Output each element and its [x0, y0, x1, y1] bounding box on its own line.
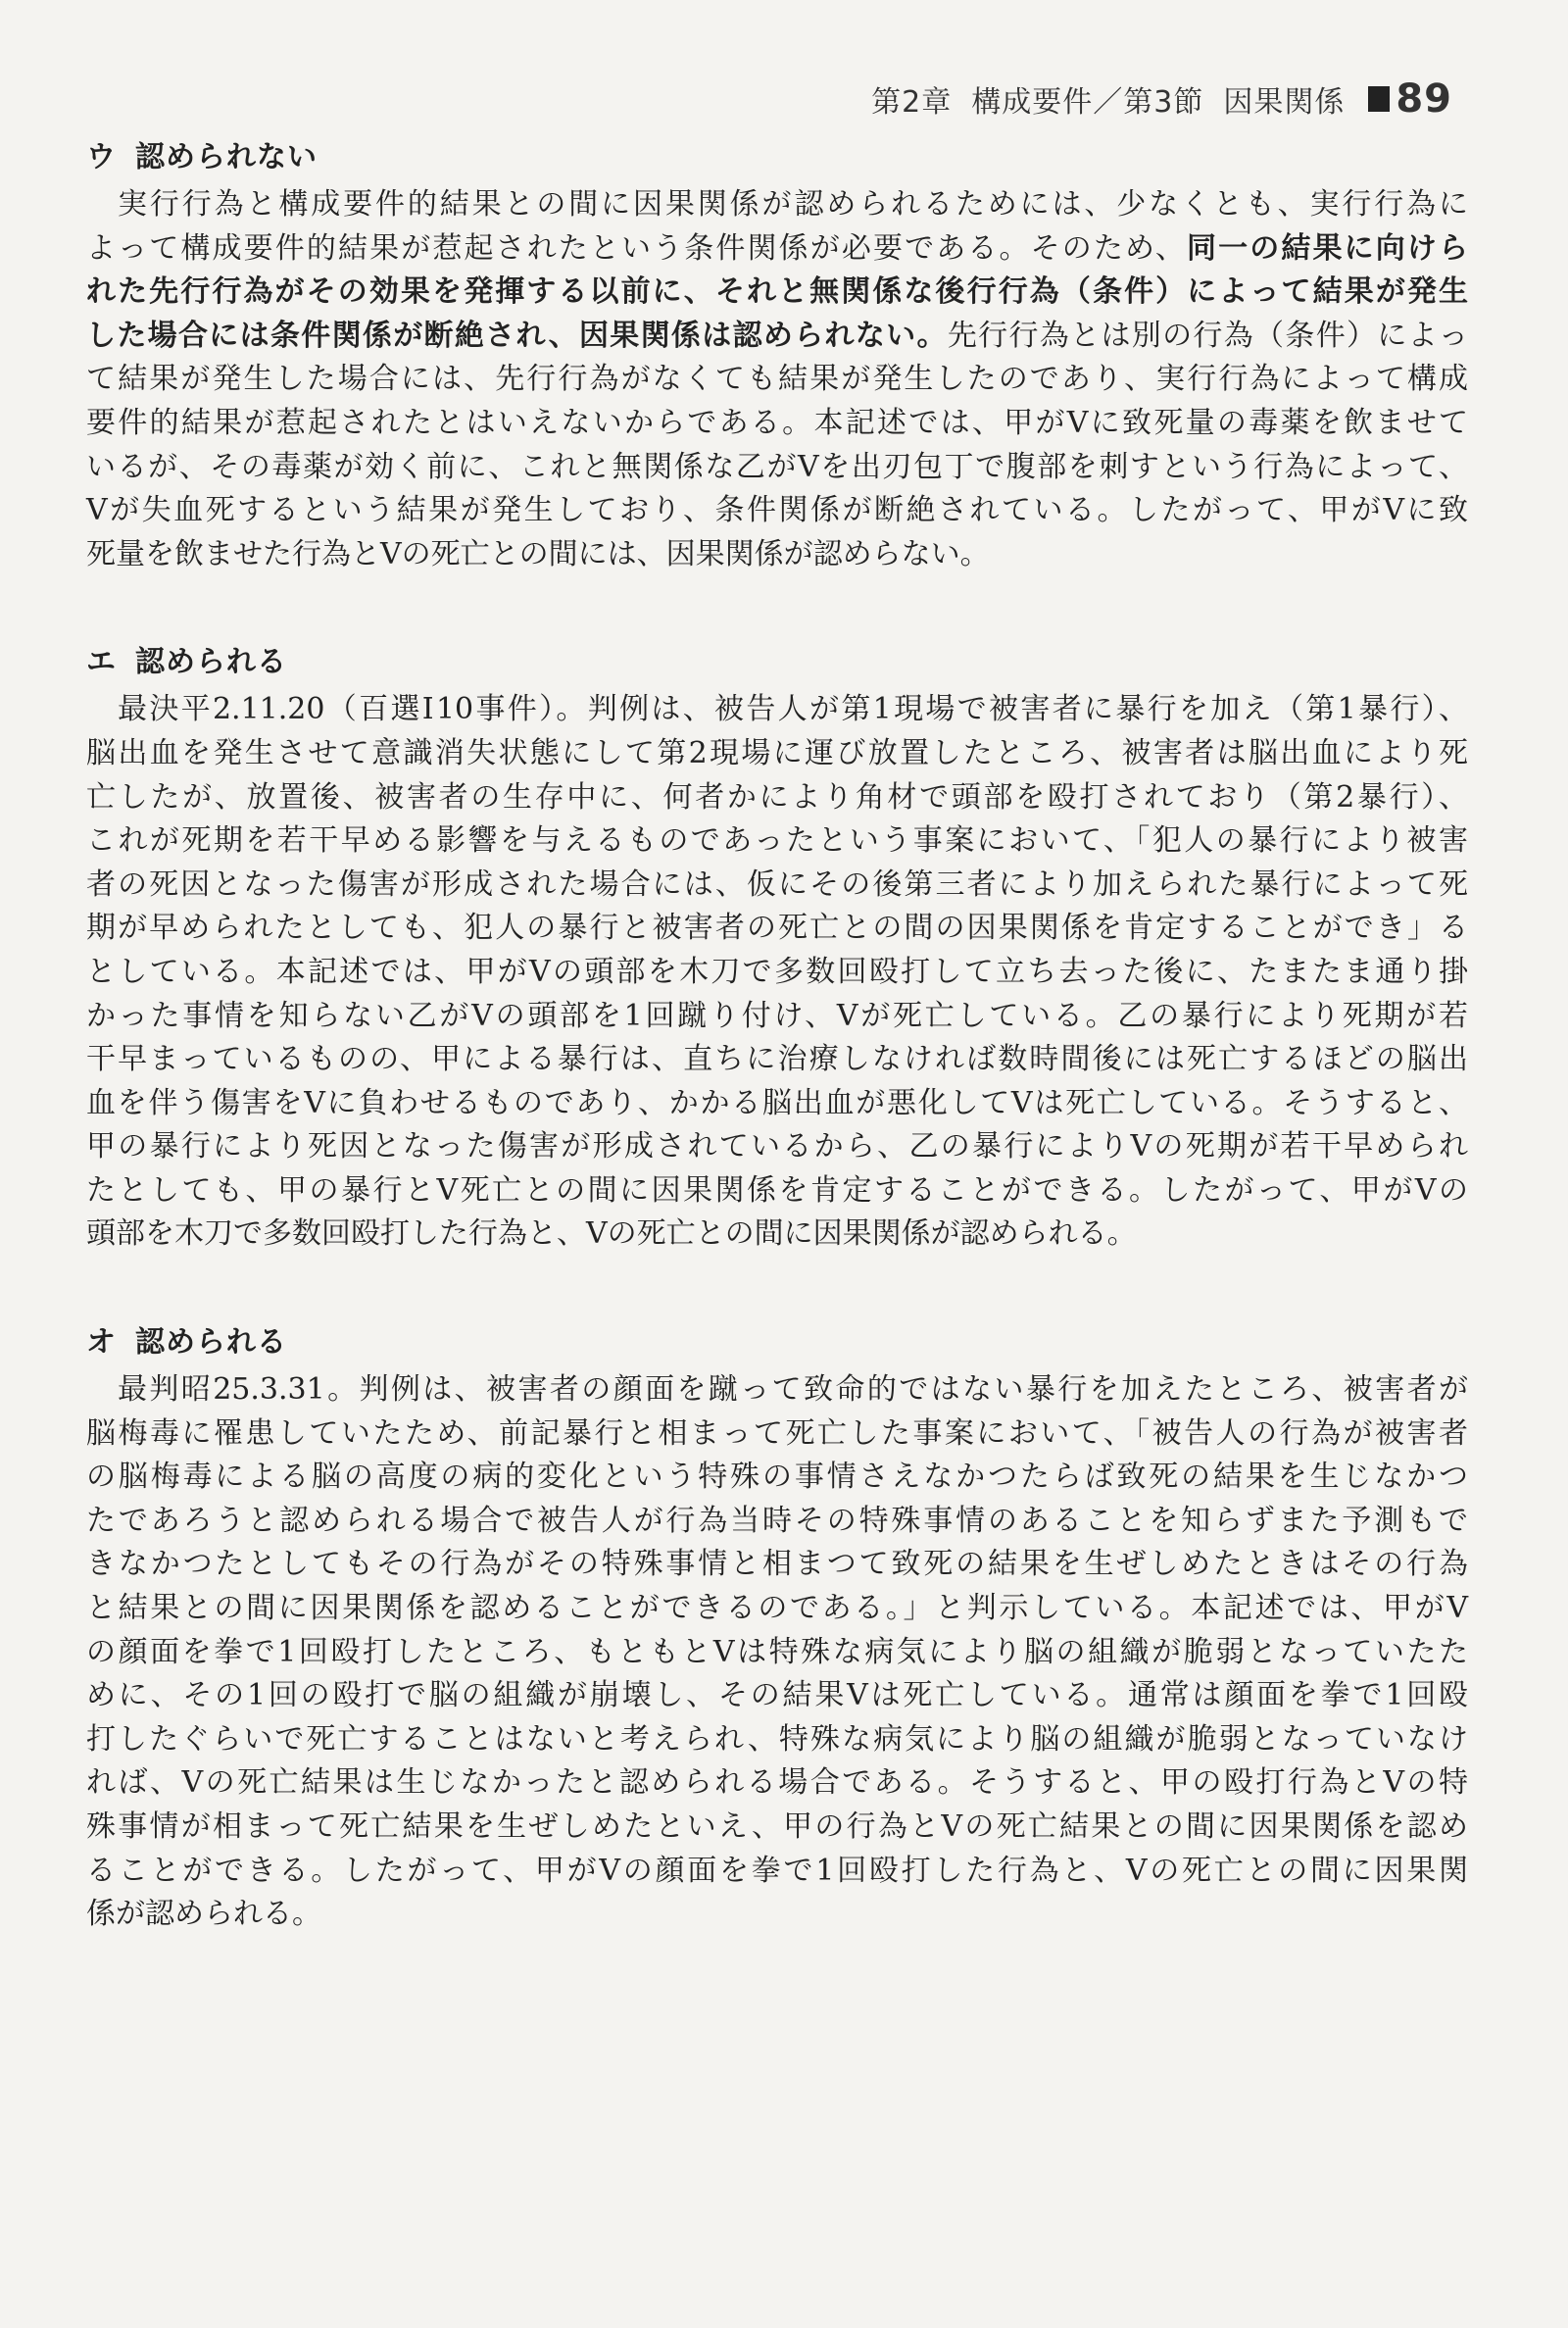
- text-line: [86, 183, 1468, 227]
- body-text: きなかつたとしてもその行為がその特殊事情と相まつて致死の結果を生ぜしめたときはその行為: [86, 1547, 1468, 1582]
- text-line: [86, 1893, 1468, 1937]
- text-line: [86, 732, 1468, 776]
- text-line: [86, 533, 1468, 577]
- text-line: [86, 951, 1468, 995]
- body-text: としている。本記述では、甲がVの頭部を木刀で多数回殴打して立ち去った後に、たまたま通り掛: [86, 954, 1468, 989]
- section-heading: [86, 132, 1468, 183]
- text-line: [86, 995, 1468, 1039]
- body-text: いるが、その毒薬が効く前に、これと無関係な乙がVを出刃包丁で腹部を刺すという行為によって、: [86, 449, 1468, 484]
- body-text: 頭部を木刀で多数回殴打した行為と、Vの死亡との間に因果関係が認められる。: [86, 1216, 1137, 1252]
- text-line: [86, 1587, 1468, 1631]
- section-heading: [86, 637, 1468, 688]
- text-line: [86, 1082, 1468, 1126]
- body-text: めに、その1回の殴打で脳の組織が崩壊し、その結果Vは死亡している。通常は顔面を拳で1回殴: [86, 1678, 1468, 1713]
- text-line: [86, 1038, 1468, 1082]
- body-text: 期が早められたとしても、犯人の暴行と被害者の死亡との間の因果関係を肯定することができ」る: [86, 911, 1468, 946]
- body-text: 係が認められる。: [86, 1897, 321, 1932]
- body-text: これが死期を若干早める影響を与えるものであったという事案において、「犯人の暴行により被害: [86, 823, 1468, 859]
- header-square-mark: [1368, 86, 1390, 112]
- section-heading: [86, 1317, 1468, 1368]
- body-text: 死量を飲ませた行為とVの死亡との間には、因果関係が認めらない。: [86, 536, 990, 571]
- body-text: たであろうと認められる場合で被告人が行為当時その特殊事情のあることを知らずまた予測もで: [86, 1503, 1468, 1538]
- text-line: [86, 688, 1468, 732]
- section-label: オ: [86, 1325, 117, 1361]
- text-line: [86, 1412, 1468, 1457]
- body-text: 脳梅毒に罹患していたため、前記暴行と相まって死亡した事案において、「被告人の行為が被害者: [86, 1415, 1468, 1451]
- body-text: て結果が発生した場合には、先行行為がなくても結果が発生したのであり、実行行為によって構成: [86, 362, 1468, 397]
- body-text: 脳出血を発生させて意識消失状態にして第2現場に運び放置したところ、被害者は脳出血により死: [86, 735, 1468, 770]
- text-line: [86, 227, 1468, 272]
- emphasized-text: れた先行行為がその効果を発揮する以前に、それと無関係な後行行為（条件）によって結果が発生: [86, 274, 1468, 310]
- text-line: [86, 1213, 1468, 1257]
- emphasized-text: 同一の結果に向けら: [1187, 230, 1468, 266]
- text-line: [86, 776, 1468, 820]
- text-line: [86, 1718, 1468, 1762]
- page-number: 89: [1396, 76, 1452, 122]
- body-text: れば、Vの死亡結果は生じなかったと認められる場合である。そうすると、甲の殴打行為とVの特: [86, 1765, 1468, 1801]
- answer-section: [86, 1317, 1468, 1937]
- text-line: [86, 1456, 1468, 1500]
- body-text: かった事情を知らない乙がVの頭部を1回蹴り付け、Vが死亡している。乙の暴行により死期が若: [86, 998, 1468, 1033]
- text-line: [86, 402, 1468, 446]
- text-line: [86, 489, 1468, 533]
- text-line: [86, 1850, 1468, 1894]
- body-text: 最判昭25.3.31。判例は、被害者の顔面を蹴って致命的ではない暴行を加えたところ、被害者が: [118, 1372, 1468, 1408]
- body-text: 要件的結果が惹起されたとはいえないからである。本記述では、甲がVに致死量の毒薬を飲ませて: [86, 405, 1468, 440]
- text-line: [86, 1806, 1468, 1850]
- text-line: [86, 315, 1468, 359]
- section-path: 構成要件／第3節: [971, 85, 1204, 120]
- body-text: よって構成要件的結果が惹起されたという条件関係が必要である。そのため、: [86, 230, 1188, 266]
- answer-section: [86, 637, 1468, 1257]
- body-text: 打したぐらいで死亡することはないと考えられ、特殊な病気により脳の組織が脆弱となっていなけ: [86, 1721, 1468, 1757]
- section-label: ウ: [86, 140, 117, 174]
- body-text: 殊事情が相まって死亡結果を生ぜしめたといえ、甲の行為とVの死亡結果との間に因果関係を認め: [86, 1809, 1468, 1844]
- text-line: [86, 1169, 1468, 1214]
- text-line: [86, 1368, 1468, 1412]
- body-text: 先行行為とは別の行為（条件）によっ: [947, 318, 1468, 353]
- body-text: と結果との間に因果関係を認めることができるのである。」と判示している。本記述では、甲がV: [86, 1591, 1468, 1626]
- text-line: [86, 1543, 1468, 1587]
- running-header: [871, 76, 1452, 122]
- body-text: の顔面を拳で1回殴打したところ、もともとVは特殊な病気により脳の組織が脆弱となっていたた: [86, 1634, 1468, 1669]
- text-line: [86, 1500, 1468, 1544]
- section-label: エ: [86, 645, 117, 680]
- text-line: [86, 864, 1468, 908]
- body-text: 実行行為と構成要件的結果との間に因果関係が認められるためには、少なくとも、実行行為に: [118, 187, 1468, 222]
- text-line: [86, 1761, 1468, 1806]
- section-title: 認められる: [135, 645, 287, 680]
- text-line: [86, 271, 1468, 315]
- answer-section: [86, 132, 1468, 576]
- text-line: [86, 819, 1468, 864]
- chapter-label: 第2章: [871, 85, 953, 120]
- body-text: 最決平2.11.20（百選Ⅰ10事件）。判例は、被告人が第1現場で被害者に暴行を加え（第1暴行）、: [118, 692, 1468, 727]
- text-line: [86, 446, 1468, 490]
- body-text: 甲の暴行により死因となった傷害が形成されているから、乙の暴行によりVの死期が若干早められ: [86, 1129, 1468, 1164]
- body-text: 者の死因となった傷害が形成された場合には、仮にその後第三者により加えられた暴行によって死: [86, 867, 1468, 902]
- body-text: 干早まっているものの、甲による暴行は、直ちに治療しなければ数時間後には死亡するほどの脳出: [86, 1042, 1468, 1077]
- topic-label: 因果関係: [1223, 85, 1346, 120]
- body-text: の脳梅毒による脳の高度の病的変化という特殊の事情さえなかつたらば致死の結果を生じなかつ: [86, 1460, 1468, 1495]
- body-text: ることができる。したがって、甲がVの顔面を拳で1回殴打した行為と、Vの死亡との間に因果関: [86, 1853, 1468, 1888]
- body-text: Vが失血死するという結果が発生しており、条件関係が断絶されている。したがって、甲がVに致: [86, 493, 1468, 528]
- body-text: 亡したが、放置後、被害者の生存中に、何者かにより角材で頭部を殴打されており（第2暴行）、: [86, 779, 1468, 815]
- body-text: たとしても、甲の暴行とV死亡との間に因果関係を肯定することができる。したがって、甲がVの: [86, 1172, 1468, 1208]
- text-line: [86, 907, 1468, 951]
- text-line: [86, 358, 1468, 402]
- text-line: [86, 1631, 1468, 1675]
- text-line: [86, 1125, 1468, 1169]
- section-title: 認められない: [135, 140, 318, 174]
- body-text: 血を伴う傷害をVに負わせるものであり、かかる脳出血が悪化してVは死亡している。そうすると、: [86, 1085, 1468, 1120]
- emphasized-text: した場合には条件関係が断絶され、因果関係は認められない。: [86, 318, 948, 353]
- section-title: 認められる: [135, 1325, 287, 1361]
- main-content: [86, 132, 1468, 1998]
- text-line: [86, 1674, 1468, 1718]
